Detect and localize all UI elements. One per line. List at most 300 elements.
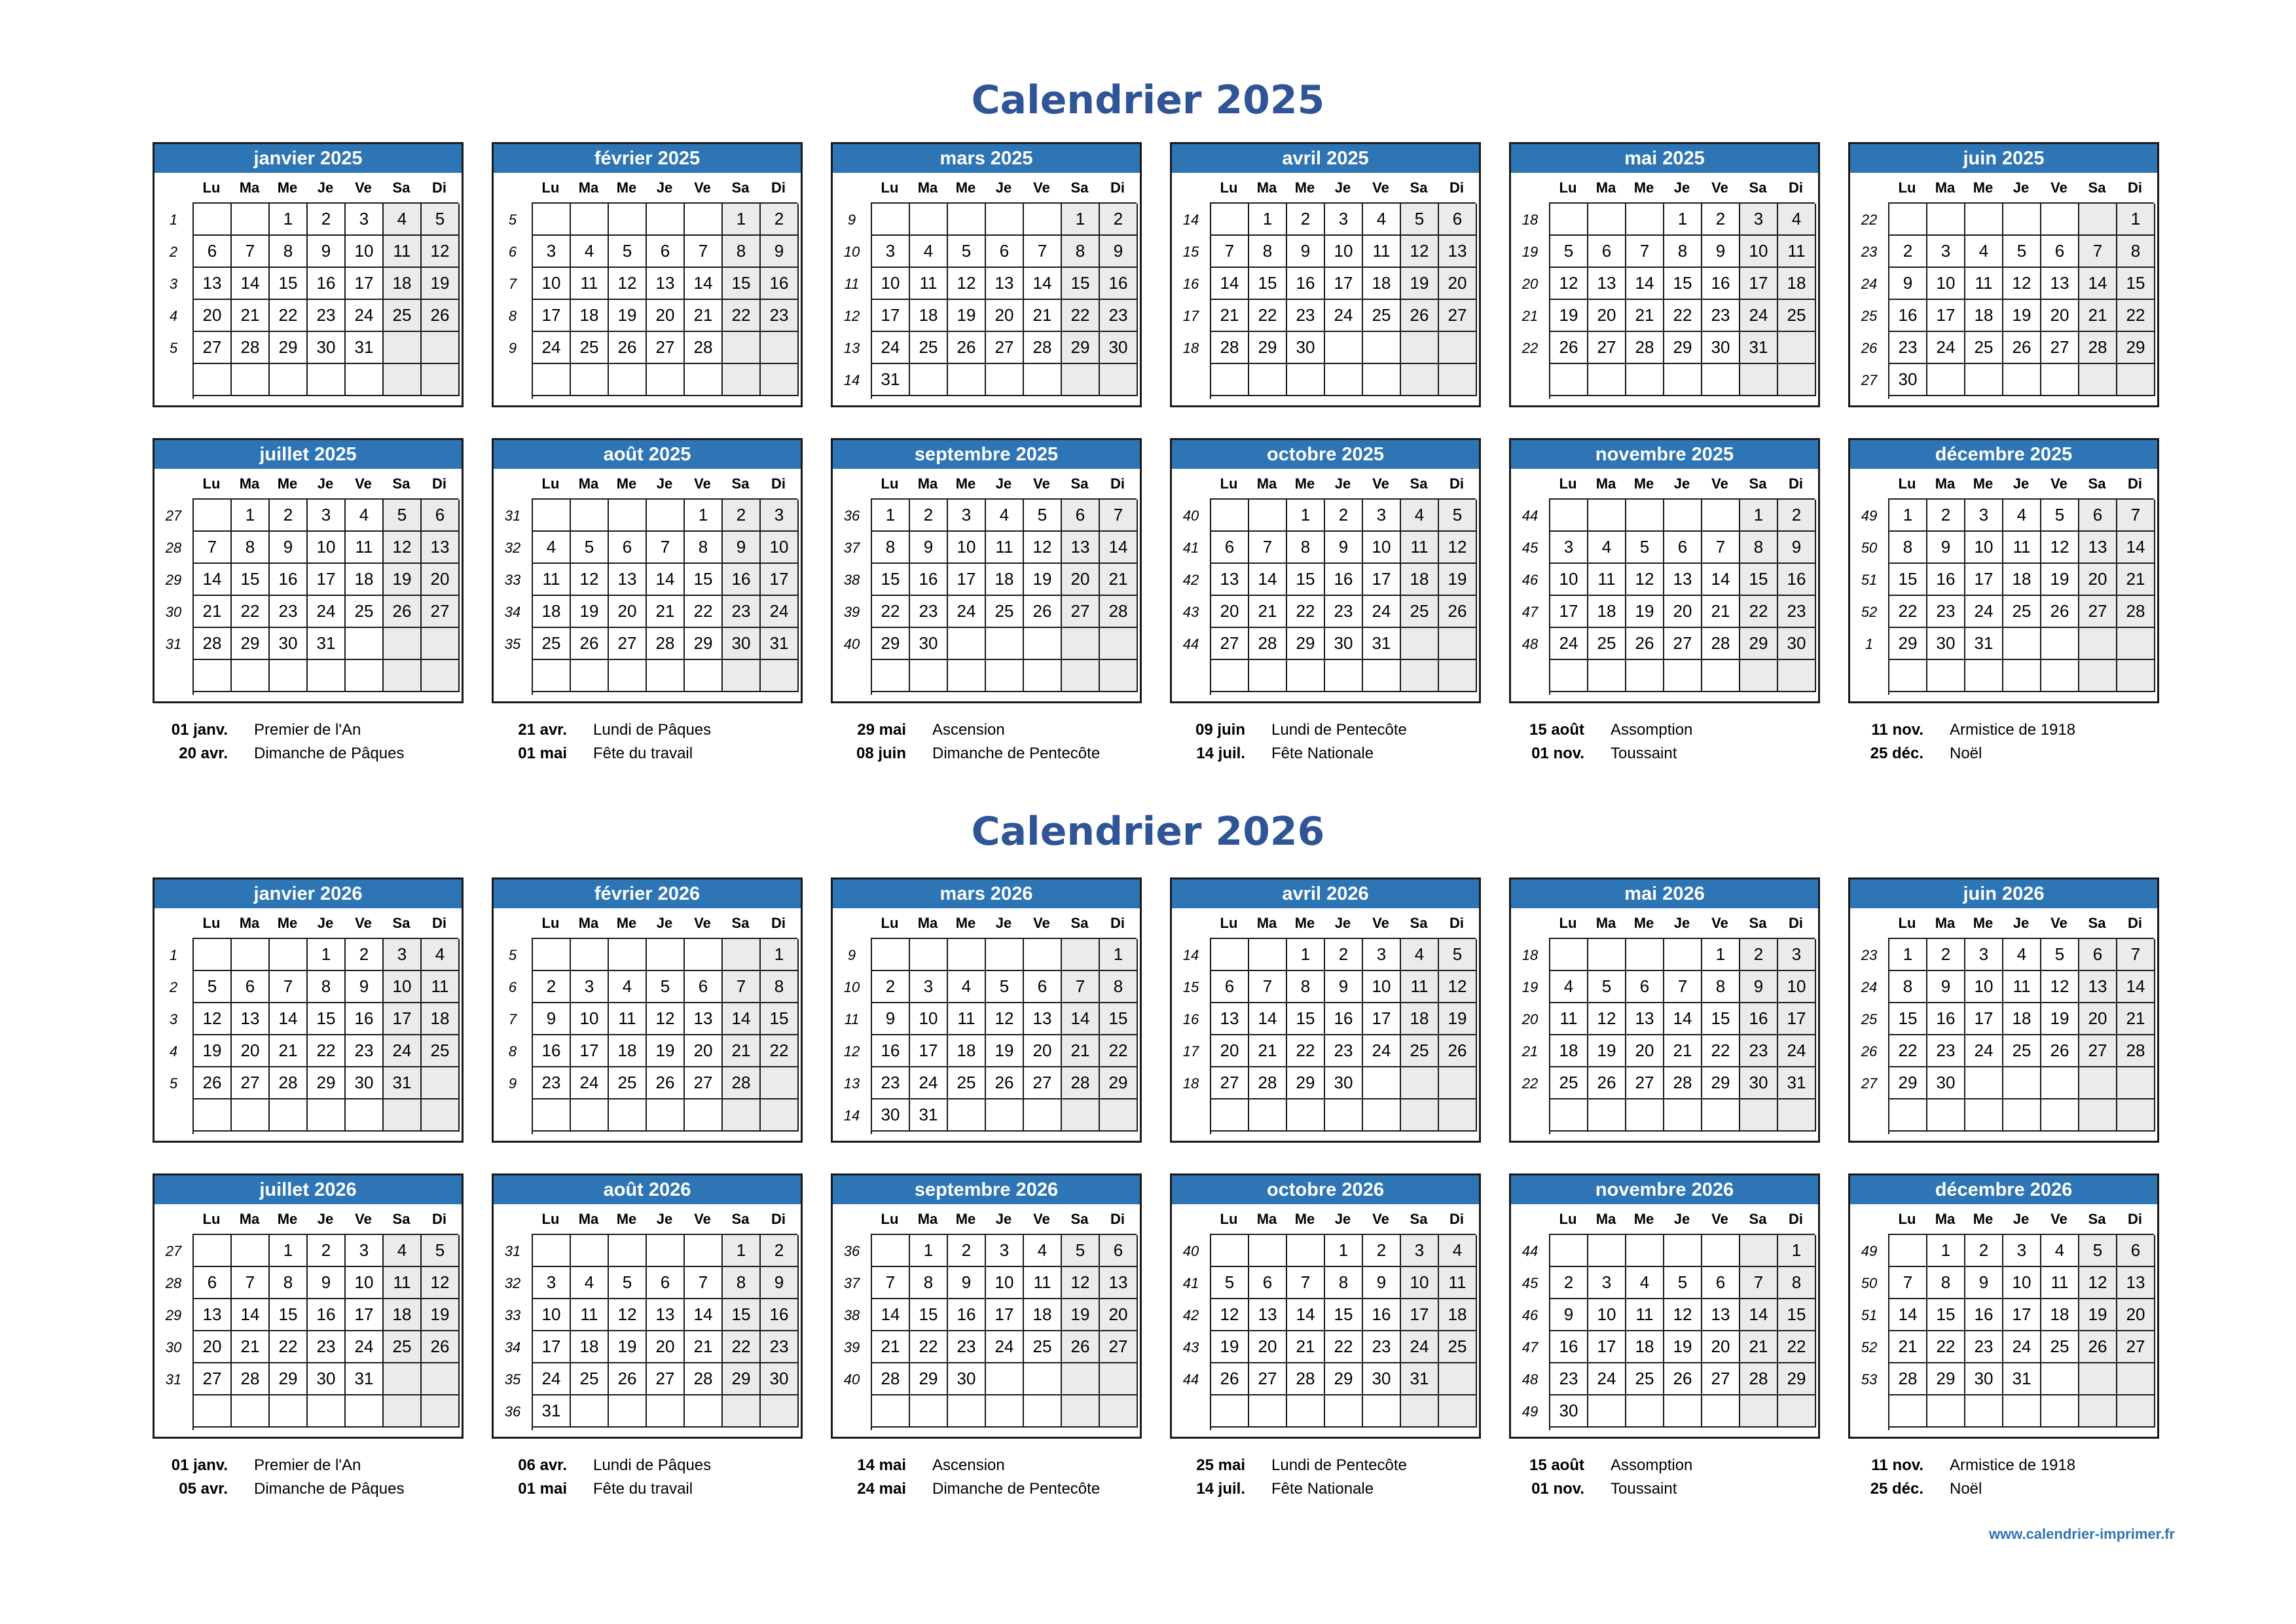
day-cell[interactable]: 1 — [1287, 500, 1325, 532]
day-cell[interactable]: 9 — [1927, 532, 1965, 564]
day-cell[interactable]: 30 — [1889, 364, 1927, 396]
day-cell[interactable]: 5 — [194, 971, 232, 1003]
day-cell[interactable]: 1 — [2117, 204, 2155, 236]
day-cell[interactable]: 14 — [2117, 532, 2155, 564]
day-cell[interactable]: 11 — [2041, 1267, 2079, 1299]
day-cell[interactable]: 30 — [1740, 1067, 1778, 1099]
day-cell[interactable]: 8 — [1740, 532, 1778, 564]
day-cell[interactable]: 11 — [986, 532, 1024, 564]
day-cell[interactable]: 20 — [647, 1331, 685, 1363]
day-cell[interactable] — [1363, 1067, 1401, 1099]
day-cell[interactable]: 8 — [270, 236, 308, 268]
day-cell[interactable] — [948, 1099, 986, 1132]
day-cell[interactable]: 7 — [2117, 939, 2155, 971]
day-cell[interactable]: 23 — [1287, 300, 1325, 332]
day-cell[interactable]: 3 — [384, 939, 422, 971]
day-cell[interactable] — [1024, 1363, 1062, 1395]
day-cell[interactable]: 28 — [1249, 1067, 1287, 1099]
day-cell[interactable]: 10 — [910, 1003, 948, 1035]
day-cell[interactable] — [609, 1099, 647, 1132]
day-cell[interactable]: 3 — [1740, 204, 1778, 236]
day-cell[interactable]: 2 — [1702, 204, 1740, 236]
day-cell[interactable]: 2 — [1965, 1235, 2003, 1267]
day-cell[interactable] — [1550, 1235, 1588, 1267]
day-cell[interactable]: 5 — [1211, 1267, 1249, 1299]
day-cell[interactable]: 20 — [2079, 1003, 2117, 1035]
day-cell[interactable] — [270, 1395, 308, 1428]
day-cell[interactable] — [1439, 1363, 1477, 1395]
day-cell[interactable]: 15 — [1778, 1299, 1816, 1331]
day-cell[interactable]: 13 — [1588, 268, 1626, 300]
day-cell[interactable]: 9 — [723, 532, 761, 564]
day-cell[interactable]: 28 — [685, 332, 723, 364]
day-cell[interactable]: 22 — [685, 596, 723, 628]
day-cell[interactable]: 29 — [1062, 332, 1100, 364]
day-cell[interactable]: 24 — [761, 596, 799, 628]
day-cell[interactable]: 2 — [1287, 204, 1325, 236]
day-cell[interactable]: 1 — [308, 939, 346, 971]
day-cell[interactable] — [910, 660, 948, 692]
day-cell[interactable]: 31 — [761, 628, 799, 660]
day-cell[interactable]: 11 — [1965, 268, 2003, 300]
day-cell[interactable]: 29 — [1664, 332, 1702, 364]
day-cell[interactable] — [1024, 1395, 1062, 1428]
day-cell[interactable]: 24 — [872, 332, 910, 364]
day-cell[interactable]: 17 — [948, 564, 986, 596]
day-cell[interactable] — [1626, 1395, 1664, 1428]
day-cell[interactable]: 4 — [1778, 204, 1816, 236]
day-cell[interactable] — [533, 939, 571, 971]
day-cell[interactable] — [761, 364, 799, 396]
day-cell[interactable]: 29 — [1249, 332, 1287, 364]
day-cell[interactable]: 23 — [533, 1067, 571, 1099]
day-cell[interactable] — [571, 939, 609, 971]
day-cell[interactable]: 19 — [422, 268, 460, 300]
day-cell[interactable]: 13 — [1024, 1003, 1062, 1035]
day-cell[interactable]: 18 — [2003, 564, 2041, 596]
day-cell[interactable]: 11 — [1024, 1267, 1062, 1299]
day-cell[interactable]: 22 — [1927, 1331, 1965, 1363]
day-cell[interactable] — [1249, 1099, 1287, 1132]
day-cell[interactable] — [723, 332, 761, 364]
day-cell[interactable]: 14 — [232, 1299, 270, 1331]
day-cell[interactable]: 17 — [1550, 596, 1588, 628]
day-cell[interactable]: 29 — [1287, 628, 1325, 660]
day-cell[interactable] — [1062, 1099, 1100, 1132]
day-cell[interactable] — [1062, 1395, 1100, 1428]
day-cell[interactable]: 15 — [1325, 1299, 1363, 1331]
day-cell[interactable] — [872, 1235, 910, 1267]
day-cell[interactable]: 3 — [1778, 939, 1816, 971]
day-cell[interactable]: 7 — [232, 236, 270, 268]
day-cell[interactable]: 1 — [1702, 939, 1740, 971]
day-cell[interactable]: 10 — [1588, 1299, 1626, 1331]
day-cell[interactable]: 12 — [422, 1267, 460, 1299]
day-cell[interactable] — [2117, 628, 2155, 660]
day-cell[interactable]: 26 — [1401, 300, 1439, 332]
day-cell[interactable]: 24 — [1965, 596, 2003, 628]
day-cell[interactable]: 12 — [609, 268, 647, 300]
day-cell[interactable]: 16 — [872, 1035, 910, 1067]
day-cell[interactable]: 19 — [1439, 564, 1477, 596]
day-cell[interactable]: 30 — [948, 1363, 986, 1395]
day-cell[interactable] — [194, 204, 232, 236]
day-cell[interactable] — [986, 628, 1024, 660]
day-cell[interactable]: 15 — [270, 268, 308, 300]
day-cell[interactable]: 10 — [1363, 971, 1401, 1003]
day-cell[interactable]: 21 — [232, 300, 270, 332]
day-cell[interactable]: 6 — [1664, 532, 1702, 564]
day-cell[interactable]: 26 — [1024, 596, 1062, 628]
day-cell[interactable]: 19 — [609, 300, 647, 332]
day-cell[interactable]: 2 — [872, 971, 910, 1003]
day-cell[interactable]: 7 — [2079, 236, 2117, 268]
day-cell[interactable]: 8 — [1100, 971, 1138, 1003]
day-cell[interactable]: 10 — [1325, 236, 1363, 268]
day-cell[interactable]: 15 — [1740, 564, 1778, 596]
day-cell[interactable] — [986, 660, 1024, 692]
day-cell[interactable]: 26 — [1439, 596, 1477, 628]
day-cell[interactable]: 28 — [232, 1363, 270, 1395]
day-cell[interactable]: 30 — [1325, 628, 1363, 660]
day-cell[interactable]: 26 — [1211, 1363, 1249, 1395]
day-cell[interactable]: 16 — [761, 1299, 799, 1331]
day-cell[interactable] — [986, 1395, 1024, 1428]
day-cell[interactable]: 16 — [948, 1299, 986, 1331]
day-cell[interactable] — [948, 204, 986, 236]
day-cell[interactable]: 21 — [1249, 596, 1287, 628]
day-cell[interactable]: 10 — [1550, 564, 1588, 596]
day-cell[interactable]: 30 — [1550, 1395, 1588, 1428]
day-cell[interactable]: 28 — [1062, 1067, 1100, 1099]
day-cell[interactable]: 16 — [308, 1299, 346, 1331]
day-cell[interactable]: 12 — [1024, 532, 1062, 564]
day-cell[interactable] — [1702, 364, 1740, 396]
day-cell[interactable] — [2003, 1067, 2041, 1099]
day-cell[interactable] — [346, 1099, 384, 1132]
day-cell[interactable] — [1965, 204, 2003, 236]
day-cell[interactable]: 5 — [1626, 532, 1664, 564]
day-cell[interactable]: 15 — [872, 564, 910, 596]
day-cell[interactable] — [1965, 1395, 2003, 1428]
day-cell[interactable] — [1401, 660, 1439, 692]
day-cell[interactable]: 26 — [384, 596, 422, 628]
day-cell[interactable]: 14 — [1249, 564, 1287, 596]
day-cell[interactable]: 17 — [533, 300, 571, 332]
day-cell[interactable]: 8 — [872, 532, 910, 564]
day-cell[interactable]: 1 — [270, 1235, 308, 1267]
day-cell[interactable]: 12 — [2041, 971, 2079, 1003]
day-cell[interactable] — [1211, 939, 1249, 971]
day-cell[interactable]: 12 — [1588, 1003, 1626, 1035]
day-cell[interactable]: 1 — [1664, 204, 1702, 236]
day-cell[interactable]: 19 — [2041, 1003, 2079, 1035]
day-cell[interactable]: 8 — [1778, 1267, 1816, 1299]
day-cell[interactable]: 22 — [1287, 596, 1325, 628]
day-cell[interactable]: 12 — [1211, 1299, 1249, 1331]
day-cell[interactable]: 10 — [1927, 268, 1965, 300]
day-cell[interactable] — [1439, 332, 1477, 364]
day-cell[interactable] — [1965, 1067, 2003, 1099]
day-cell[interactable] — [194, 660, 232, 692]
day-cell[interactable]: 17 — [384, 1003, 422, 1035]
day-cell[interactable]: 17 — [1965, 1003, 2003, 1035]
day-cell[interactable]: 31 — [384, 1067, 422, 1099]
day-cell[interactable]: 9 — [308, 236, 346, 268]
day-cell[interactable]: 24 — [1325, 300, 1363, 332]
day-cell[interactable] — [723, 939, 761, 971]
day-cell[interactable]: 10 — [533, 268, 571, 300]
day-cell[interactable]: 21 — [2079, 300, 2117, 332]
day-cell[interactable]: 4 — [986, 500, 1024, 532]
day-cell[interactable] — [533, 1235, 571, 1267]
day-cell[interactable]: 4 — [948, 971, 986, 1003]
day-cell[interactable] — [647, 204, 685, 236]
day-cell[interactable]: 26 — [194, 1067, 232, 1099]
day-cell[interactable]: 9 — [948, 1267, 986, 1299]
day-cell[interactable]: 10 — [1965, 971, 2003, 1003]
day-cell[interactable] — [194, 1099, 232, 1132]
day-cell[interactable]: 11 — [384, 236, 422, 268]
day-cell[interactable]: 8 — [685, 532, 723, 564]
day-cell[interactable] — [761, 1067, 799, 1099]
day-cell[interactable]: 19 — [2079, 1299, 2117, 1331]
day-cell[interactable]: 12 — [1401, 236, 1439, 268]
day-cell[interactable]: 24 — [910, 1067, 948, 1099]
day-cell[interactable] — [1778, 1099, 1816, 1132]
day-cell[interactable] — [1325, 364, 1363, 396]
day-cell[interactable]: 23 — [308, 1331, 346, 1363]
day-cell[interactable]: 21 — [2117, 1003, 2155, 1035]
day-cell[interactable]: 25 — [384, 300, 422, 332]
day-cell[interactable]: 6 — [422, 500, 460, 532]
day-cell[interactable]: 2 — [533, 971, 571, 1003]
day-cell[interactable] — [2003, 1395, 2041, 1428]
day-cell[interactable]: 19 — [2041, 564, 2079, 596]
day-cell[interactable] — [1062, 939, 1100, 971]
day-cell[interactable]: 12 — [422, 236, 460, 268]
day-cell[interactable] — [1778, 1395, 1816, 1428]
day-cell[interactable]: 22 — [1740, 596, 1778, 628]
day-cell[interactable]: 11 — [2003, 532, 2041, 564]
day-cell[interactable] — [609, 1235, 647, 1267]
day-cell[interactable] — [1702, 500, 1740, 532]
day-cell[interactable]: 27 — [2117, 1331, 2155, 1363]
day-cell[interactable]: 20 — [1100, 1299, 1138, 1331]
day-cell[interactable]: 29 — [308, 1067, 346, 1099]
day-cell[interactable] — [1062, 364, 1100, 396]
day-cell[interactable] — [2117, 1099, 2155, 1132]
day-cell[interactable]: 20 — [2117, 1299, 2155, 1331]
day-cell[interactable]: 21 — [194, 596, 232, 628]
day-cell[interactable]: 26 — [948, 332, 986, 364]
day-cell[interactable]: 22 — [1287, 1035, 1325, 1067]
day-cell[interactable] — [1778, 660, 1816, 692]
day-cell[interactable]: 7 — [2117, 500, 2155, 532]
day-cell[interactable]: 4 — [1401, 939, 1439, 971]
day-cell[interactable]: 13 — [685, 1003, 723, 1035]
day-cell[interactable] — [384, 660, 422, 692]
day-cell[interactable]: 27 — [1626, 1067, 1664, 1099]
day-cell[interactable] — [1211, 364, 1249, 396]
day-cell[interactable]: 25 — [2003, 1035, 2041, 1067]
day-cell[interactable]: 13 — [1100, 1267, 1138, 1299]
day-cell[interactable]: 6 — [2117, 1235, 2155, 1267]
day-cell[interactable]: 13 — [422, 532, 460, 564]
day-cell[interactable]: 14 — [1889, 1299, 1927, 1331]
day-cell[interactable]: 19 — [986, 1035, 1024, 1067]
day-cell[interactable] — [571, 204, 609, 236]
day-cell[interactable] — [2041, 1067, 2079, 1099]
day-cell[interactable] — [723, 1395, 761, 1428]
day-cell[interactable]: 11 — [1588, 564, 1626, 596]
day-cell[interactable]: 17 — [910, 1035, 948, 1067]
day-cell[interactable]: 6 — [194, 236, 232, 268]
day-cell[interactable]: 28 — [232, 332, 270, 364]
day-cell[interactable]: 5 — [1062, 1235, 1100, 1267]
day-cell[interactable] — [1211, 660, 1249, 692]
day-cell[interactable] — [422, 364, 460, 396]
day-cell[interactable]: 19 — [1439, 1003, 1477, 1035]
day-cell[interactable] — [1626, 660, 1664, 692]
day-cell[interactable] — [2079, 1395, 2117, 1428]
day-cell[interactable]: 23 — [948, 1331, 986, 1363]
day-cell[interactable]: 22 — [1249, 300, 1287, 332]
day-cell[interactable] — [422, 628, 460, 660]
day-cell[interactable] — [1211, 500, 1249, 532]
day-cell[interactable]: 27 — [609, 628, 647, 660]
day-cell[interactable]: 9 — [1325, 532, 1363, 564]
day-cell[interactable]: 21 — [1249, 1035, 1287, 1067]
day-cell[interactable]: 26 — [2003, 332, 2041, 364]
day-cell[interactable] — [1211, 1235, 1249, 1267]
day-cell[interactable] — [986, 1363, 1024, 1395]
day-cell[interactable] — [1927, 364, 1965, 396]
day-cell[interactable] — [910, 1395, 948, 1428]
day-cell[interactable]: 6 — [647, 236, 685, 268]
day-cell[interactable]: 9 — [346, 971, 384, 1003]
day-cell[interactable] — [1401, 364, 1439, 396]
day-cell[interactable] — [1287, 1099, 1325, 1132]
day-cell[interactable]: 26 — [609, 332, 647, 364]
day-cell[interactable]: 12 — [1550, 268, 1588, 300]
day-cell[interactable]: 9 — [1927, 971, 1965, 1003]
day-cell[interactable] — [232, 364, 270, 396]
day-cell[interactable]: 1 — [910, 1235, 948, 1267]
day-cell[interactable] — [1062, 628, 1100, 660]
day-cell[interactable] — [194, 1235, 232, 1267]
day-cell[interactable]: 17 — [346, 1299, 384, 1331]
day-cell[interactable]: 25 — [346, 596, 384, 628]
day-cell[interactable]: 3 — [1588, 1267, 1626, 1299]
day-cell[interactable]: 6 — [1439, 204, 1477, 236]
day-cell[interactable] — [1664, 364, 1702, 396]
day-cell[interactable] — [1287, 364, 1325, 396]
day-cell[interactable]: 11 — [609, 1003, 647, 1035]
day-cell[interactable]: 18 — [346, 564, 384, 596]
day-cell[interactable]: 3 — [1363, 500, 1401, 532]
day-cell[interactable]: 2 — [270, 500, 308, 532]
day-cell[interactable] — [1439, 1099, 1477, 1132]
day-cell[interactable]: 18 — [384, 268, 422, 300]
day-cell[interactable]: 26 — [1062, 1331, 1100, 1363]
day-cell[interactable]: 19 — [1550, 300, 1588, 332]
day-cell[interactable]: 20 — [1664, 596, 1702, 628]
day-cell[interactable] — [948, 1395, 986, 1428]
day-cell[interactable]: 2 — [1325, 939, 1363, 971]
day-cell[interactable]: 2 — [1100, 204, 1138, 236]
day-cell[interactable] — [422, 1395, 460, 1428]
day-cell[interactable]: 22 — [1889, 1035, 1927, 1067]
day-cell[interactable]: 14 — [1626, 268, 1664, 300]
day-cell[interactable]: 8 — [1889, 532, 1927, 564]
day-cell[interactable]: 31 — [533, 1395, 571, 1428]
day-cell[interactable]: 22 — [910, 1331, 948, 1363]
day-cell[interactable] — [1550, 500, 1588, 532]
day-cell[interactable]: 4 — [384, 204, 422, 236]
day-cell[interactable] — [761, 332, 799, 364]
day-cell[interactable]: 8 — [723, 236, 761, 268]
day-cell[interactable]: 23 — [346, 1035, 384, 1067]
day-cell[interactable]: 7 — [1626, 236, 1664, 268]
day-cell[interactable] — [232, 1235, 270, 1267]
day-cell[interactable]: 30 — [308, 332, 346, 364]
day-cell[interactable]: 22 — [232, 596, 270, 628]
day-cell[interactable] — [571, 1395, 609, 1428]
day-cell[interactable]: 14 — [872, 1299, 910, 1331]
day-cell[interactable]: 17 — [533, 1331, 571, 1363]
day-cell[interactable]: 19 — [1401, 268, 1439, 300]
day-cell[interactable]: 14 — [685, 1299, 723, 1331]
day-cell[interactable]: 31 — [1778, 1067, 1816, 1099]
day-cell[interactable] — [1024, 204, 1062, 236]
day-cell[interactable]: 2 — [761, 1235, 799, 1267]
day-cell[interactable]: 9 — [1550, 1299, 1588, 1331]
day-cell[interactable] — [1740, 1235, 1778, 1267]
day-cell[interactable]: 4 — [1363, 204, 1401, 236]
day-cell[interactable]: 14 — [1024, 268, 1062, 300]
day-cell[interactable]: 21 — [1664, 1035, 1702, 1067]
day-cell[interactable]: 27 — [1249, 1363, 1287, 1395]
day-cell[interactable]: 7 — [685, 236, 723, 268]
day-cell[interactable]: 6 — [1211, 532, 1249, 564]
day-cell[interactable]: 1 — [270, 204, 308, 236]
day-cell[interactable] — [2079, 628, 2117, 660]
day-cell[interactable]: 12 — [1439, 532, 1477, 564]
day-cell[interactable]: 9 — [761, 1267, 799, 1299]
day-cell[interactable] — [609, 500, 647, 532]
day-cell[interactable]: 23 — [1965, 1331, 2003, 1363]
day-cell[interactable] — [571, 1235, 609, 1267]
day-cell[interactable] — [2003, 204, 2041, 236]
day-cell[interactable]: 9 — [1889, 268, 1927, 300]
day-cell[interactable]: 20 — [609, 596, 647, 628]
day-cell[interactable]: 4 — [346, 500, 384, 532]
day-cell[interactable]: 20 — [194, 300, 232, 332]
day-cell[interactable] — [647, 939, 685, 971]
day-cell[interactable]: 23 — [761, 300, 799, 332]
day-cell[interactable]: 17 — [1965, 564, 2003, 596]
day-cell[interactable]: 20 — [647, 300, 685, 332]
day-cell[interactable]: 30 — [1965, 1363, 2003, 1395]
day-cell[interactable]: 18 — [910, 300, 948, 332]
day-cell[interactable]: 30 — [723, 628, 761, 660]
day-cell[interactable] — [1062, 1363, 1100, 1395]
day-cell[interactable]: 21 — [1889, 1331, 1927, 1363]
day-cell[interactable] — [533, 500, 571, 532]
day-cell[interactable]: 1 — [1287, 939, 1325, 971]
day-cell[interactable] — [422, 332, 460, 364]
